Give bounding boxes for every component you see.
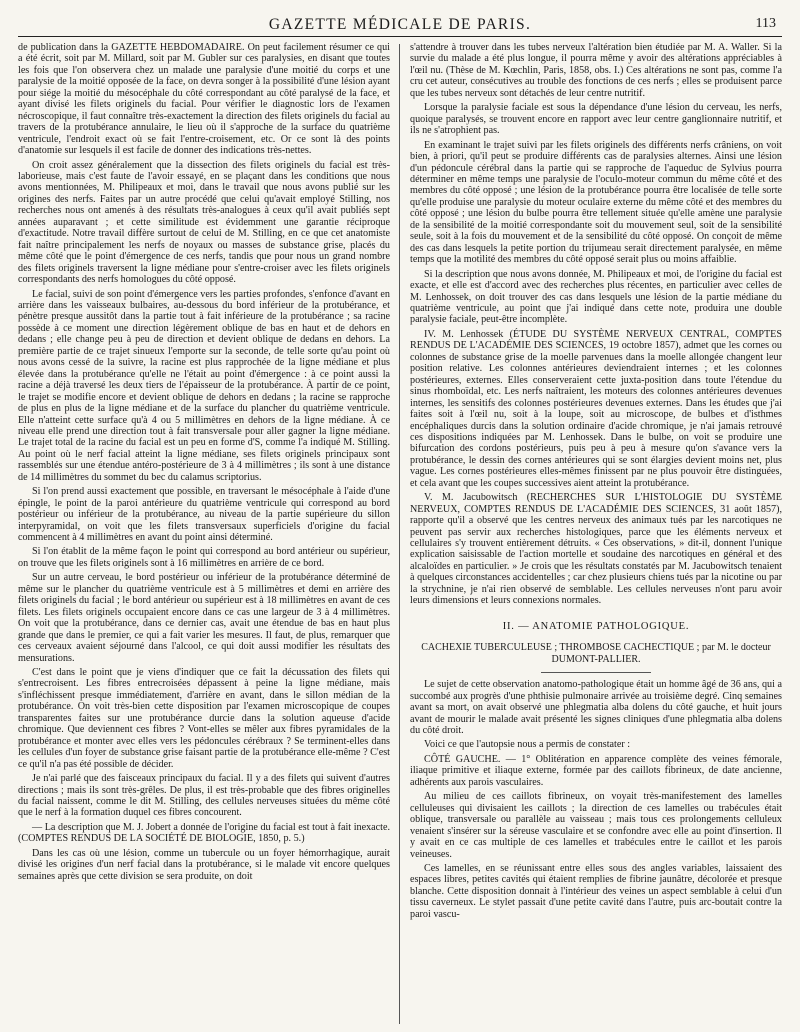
paragraph: Dans les cas où une lésion, comme un tubercule ou un foyer hémorrhagique, aurait divisé les origines d'un nerf facial dans la protubérance, si le malade vit encore quelques semaines après que cette division se sera produite, on doit [18, 847, 390, 882]
paragraph: Je n'ai parlé que des faisceaux principaux du facial. Il y a des filets qui suivent d'autres directions ; mais ils sont très-grêles. De plus, il est très-probable que des fibres originelles du facial naissent, comme le dit M. Stilling, des cellules nerveuses situées du même côté que le nerf à la formation duquel ces fibres concourent. [18, 773, 390, 819]
section-heading: II. — ANATOMIE PATHOLOGIQUE. [502, 620, 690, 632]
paragraph: Lorsque la paralysie faciale est sous la dépendance d'une lésion du cerveau, les nerfs, quoique paralysés, se trouvent encore en rapport avec leur centre ganglionnaire nutritif, et ils ne s'atrophient pas. [410, 102, 782, 137]
paragraph: V. M. Jacubowitsch (RECHERCHES SUR L'HISTOLOGIE DU SYSTÈME NERVEUX, COMPTES RENDUS DE L'ACADÉMIE DES SCIENCES, 31 août 1857), rapporte qu'il a observé que les centres nerveux des animaux tués par les narcotiques ne peuvent pas servir aux recherches histologiques, parce que les éléments nerveux et cellulaires s'y trouvent entièrement détruits. « Ces observations, » dit-il, donnent l'unique explication saisissable de l'action mortelle et soudaine des narcotiques en général et des alcaloïdes en particulier. » Je crois que les résultats constatés par M. Jacubowitsch tenaient à quelques circonstances accidentelles ; car chez plusieurs chiens tués par la nicotine ou par la strychnine, je n'ai rien observé de semblable. Les cellules nerveuses n'ont paru avoir leurs dimensions et leurs connexions normales. [410, 492, 782, 607]
paragraph: CÔTÉ GAUCHE. — 1° Oblitération en apparence complète des veines fémorale, iliaque primitive et iliaque externe, formée par des caillots fibrineux, de date ancienne, adhérents aux parois vasculaires. [410, 753, 782, 788]
paragraph: Si l'on prend aussi exactement que possible, en traversant le mésocéphale à l'aide d'une épingle, le point de la paroi antérieure du quatrième ventricule qui correspond au bord postérieur ou inférieur de la protubérance, au niveau de la partie supérieure du sillon interpyramidal, on voit que les filets transversaux superficiels d'origine du facial commencent à 4 millimètres en avant du point ainsi déterminé. [18, 486, 390, 544]
case-title: CACHEXIE TUBERCULEUSE ; THROMBOSE CACHECTIQUE ; par M. le docteur DUMONT-PALLIER. [421, 642, 771, 665]
page-header [18, 14, 782, 36]
paragraph: En examinant le trajet suivi par les filets originels des différents nerfs crâniens, on voit bien, à priori, qu'il peut se produire différents cas de paralysies alternes. Ainsi une lésion d'un pédoncule cérébral dans la partie qui se rapproche de l'aqueduc de Sylvius pourra déterminer en même temps une paralysie de l'oculo-moteur commun du même côté et des membres du côté opposé ; une lésion de la protubérance pourra être localisée de telle sorte qu'elle produise une paralysie du moteur oculaire externe du même côté et des membres du côté opposé ; une lésion du bulbe pourra être tellement située qu'elle amène une paralysie de la sensibilité de la moitié correspondante soit du mouvement seul, soit de la sensibilité seule, soit à la fois du mouvement et de la sensibilité du côté opposé. On conçoit de même des cas dans lesquels la petite portion du trijumeau serait directement paralysée, en même temps que la motilité des membres du côté opposé serait plus ou moins affaiblie. [410, 139, 782, 266]
paragraph: Au milieu de ces caillots fibrineux, on voyait très-manifestement des lamelles celluleuses qui divisaient les caillots ; la direction de ces lamelles ou trabécules était oblique, transversale ou parallèle au vaisseau ; mais tous ces prolongements celluleux venaient s'insérer sur la séreuse vasculaire et se confondre avec elle au point d'insertion. Il y avait en ce cas multiple de ces lamelles et trabécules entre le caillot et les parois veineuses. [410, 791, 782, 860]
page-number: 113 [755, 16, 776, 31]
paragraph: Sur un autre cerveau, le bord postérieur ou inférieur de la protubérance déterminé de même sur le plancher du quatrième ventricule est à 5 millimètres et demi en arrière des filets originels du facial ; le bord antérieur ou supérieur est à 18 millimètres en avant de ces filets. Les filets originels occupaient encore dans ce cas une largeur de 3 à 4 millimètres. On voit que la protubérance, dans ce dernier cas, avait une étendue de bas en haut plus grande que dans le premier, ce qui a fait varier les mesures. Il faut, de plus, remarquer que ces cerveaux avaient séjourné dans l'alcool, ce qui doit aussi modifier les résultats des mensurations. [18, 572, 390, 664]
paragraph: Si la description que nous avons donnée, M. Philipeaux et moi, de l'origine du facial est exacte, et elle est d'accord avec des recherches plus récentes, en particulier avec celles de M. Lenhossek, on doit trouver des cas dans lesquels une lésion de la partie médiane du quatrième ventricule, au point que j'ai indiqué dans cette note, produira une double paralysie faciale, peut-être incomplète. [410, 268, 782, 326]
paragraph: Ces lamelles, en se réunissant entre elles sous des angles variables, laissaient des espaces libres, petites cavités qui étaient remplies de fibrine jaunâtre, décolorée et presque blanche. Cette disposition donnait à l'intérieur des veines un aspect semblable à celui d'un tissu caverneux. Le stylet passait d'une petite cavité dans l'autre, puis arc-boutait contre la paroi vascu- [410, 863, 782, 920]
paragraph: s'attendre à trouver dans les tubes nerveux l'altération bien étudiée par M. A. Waller. Si la survie du malade a été plus longue, il pourra même y avoir des altérations appréciables à l'œil nu. (Thèse de M. Kœchlin, Paris, 1858, obs. I.) Ces altérations ne sont pas, comme l'a cru cet auteur, consécutives au trouble des fonctions de ces nerfs ; elles se produisent parce que les tubes nerveux sont détachés de leur centre nutritif. [410, 42, 782, 99]
header-rule [18, 36, 782, 37]
paragraph: Voici ce que l'autopsie nous a permis de constater : [424, 739, 631, 751]
paragraph: On croit assez généralement que la dissection des filets originels du facial est très-laborieuse, mais c'est faute de l'avoir essayé, en se plaçant dans les conditions que nous avons mentionnées, M. Philipeaux et moi, dans le travail que nous avons publié sur les origines des nerfs. Faites par un autre procédé que celui qu'avait employé Stilling, nos recherches nous ont amenés à des résultats très-analogues à ceux qu'il avait publiés sept années auparavant ; et cette similitude est évidemment une garantie réciproque d'exactitude. Notre travail diffère surtout de celui de M. Stilling, en ce que cet anatomiste fait naître principalement les nerfs de noyaux ou masses de substance grise, placés du même côté que le point d'émergence de ces nerfs, tandis que pour nous un grand nombre des filets originels traversent la ligne médiane pour s'entre-croiser avec les filets originels correspondants des nerfs homologues du côté opposé. [18, 159, 390, 286]
paragraph: Le sujet de cette observation anatomo-pathologique était un homme âgé de 36 ans, qui a succombé aux progrès d'une phthisie pulmonaire arrivée au troisième degré. Cinq semaines avant sa mort, on avait observé une phlegmatia alba dolens du côté gauche, et huit jours avant de mourir le malade avait présenté les signes cliniques d'une phlegmatia alba dolens du côté droit. [410, 679, 782, 737]
journal-title: GAZETTE MÉDICALE DE PARIS. [268, 16, 532, 33]
left-column [18, 42, 390, 882]
column-divider [399, 44, 400, 1024]
paragraph: IV. M. Lenhossek (ÉTUDE DU SYSTÈME NERVEUX CENTRAL, COMPTES RENDUS DE L'ACADÉMIE DES SCIENCES, 19 octobre 1857), admet que les cornes ou colonnes de substance grise de la moelle parvenues dans la moelle allongée changent leur position relative. Les colonnes antérieures deviendraient internes ; et les colonnes postérieures, externes. Elles conserveraient cette juxta-position dans toute l'étendue du sinus rhomboïdal, etc. Les nerfs naîtraient, les moteurs des colonnes antérieures devenues internes, les sensitifs des colonnes postérieures devenues externes. Dans les études que j'ai faites soit à l'œil nu, soit à la loupe, soit au microscope, de bulbes et d'isthmes encéphaliques durcis dans la solution ordinaire d'acide chromique, je n'ai jamais retrouvé ces dispositions indiquées par M. Lenhossek. Dans le bulbe, on voit se produire une bifurcation des cordons postérieurs, puis peu à peu à mesure qu'on s'avance vers la protubérance, le dessin des cornes antérieures qui se sont élargies devient moins net, plus vague. Les cornes postérieures elles-mêmes finissent par ne plus pouvoir être distinguées, et cela avant que les coupes successives aient atteint la protubérance. [410, 328, 782, 489]
paragraph: Si l'on établit de la même façon le point qui correspond au bord antérieur ou supérieur, on trouve que les filets originels sont à 16 millimètres en arrière de ce bord. [18, 546, 390, 569]
paragraph: Le facial, suivi de son point d'émergence vers les parties profondes, s'enfonce d'avant en arrière dans les vaisseaux bulbaires, au-dessous du bord inférieur de la protubérance, et pénètre presque aussitôt dans la partie tout à fait inférieure de la protubérance ; sa racine possède à ce moment une direction légèrement oblique de bas en haut et de dehors en dedans ; elle change peu à peu de direction et devient oblique de dedans en dehors. La première partie de ce trajet sinueux l'emporte sur la seconde, de telle sorte qu'au point où nous avons cessé de la suivre, la racine est plus rapprochée de la ligne médiane et plus élevée dans la protubérance qu'elle ne l'était au point d'émergence : à ce point aussi la racine a déjà traversé les deux tiers de l'épaisseur de la protubérance. À partir de ce point, le trajet se modifie encore et devient oblique de dehors en dedans ; la racine se rapproche de plus en plus de la ligne médiane et de la surface du plancher du quatrième ventricule. Elle n'atteint cette surface qu'à 4 ou 5 millimètres en dehors de la ligne médiane. À ce niveau elle prend une direction tout à fait transversale pour aller gagner la ligne médiane. Le trajet total de la racine du facial est un peu en forme d'S, comme l'a indiqué M. Stilling. Au point où le nerf facial atteint la ligne médiane, ses filets originels principaux sont rassemblés sur une étendue antéro-postérieure de 3 à 4 millimètres ; ils sont à une distance de 14 millimètres du sommet du bec du calamus scriptorius. [18, 288, 390, 483]
paragraph: C'est dans le point que je viens d'indiquer que ce fait la décussation des filets qui s'entrecroisent. Les fibres entrecroisées dépassent à peine la ligne médiane, mais s'infléchissent presque immédiatement, d'arrière en avant, dans le sillon médian de la protubérance. On voit très-bien cette disposition par l'examen microscopique de coupes transparentes faites sur une protubérance durcie dans la solution aqueuse d'acide chromique. Que deviennent ces fibres ? Vont-elles se mêler aux fibres pyramidales de la protubérance et monter avec elles vers les pédoncules cérébraux ? Se terminent-elles dans les cellules d'un foyer de substance grise faisant partie de la protubérance elle-même ? C'est ce qu'il n'a pas été possible de décider. [18, 667, 390, 770]
paragraph: — La description que M. J. Jobert a donnée de l'origine du facial est tout à fait inexacte. (COMPTES RENDUS DE LA SOCIÉTÉ DE BIOLOGIE, 1850, p. 5.) [18, 821, 390, 845]
right-column [410, 42, 782, 920]
paragraph: de publication dans la GAZETTE HEBDOMADAIRE. On peut facilement résumer ce qui a été écrit, soit par M. Millard, soit par M. Gubler sur ces paralysies, en disant que toutes les fois que l'on observera chez un malade une paralysie d'une moitié du corps et une paralysie de la moitié opposée de la face, on devra songer à la possibilité d'une lésion ayant pour siége la moitié du mésocéphale du côté correspondant au côté paralysé de la face, et ayant divisé les filets originels du facial. Pour vérifier le diagnostic lors de l'examen nécroscopique, il faut connaître très-exactement la direction des filets originels du facial au travers de la protubérance annulaire, le lieu où il s'approche de la surface du quatrième ventricule, l'endroit exact où se fait l'entre-croisement, etc. Or ce sont là des points d'anatomie sur lesquels il est facile de donner des indications très-nettes. [18, 42, 390, 157]
title-rule [541, 672, 651, 673]
